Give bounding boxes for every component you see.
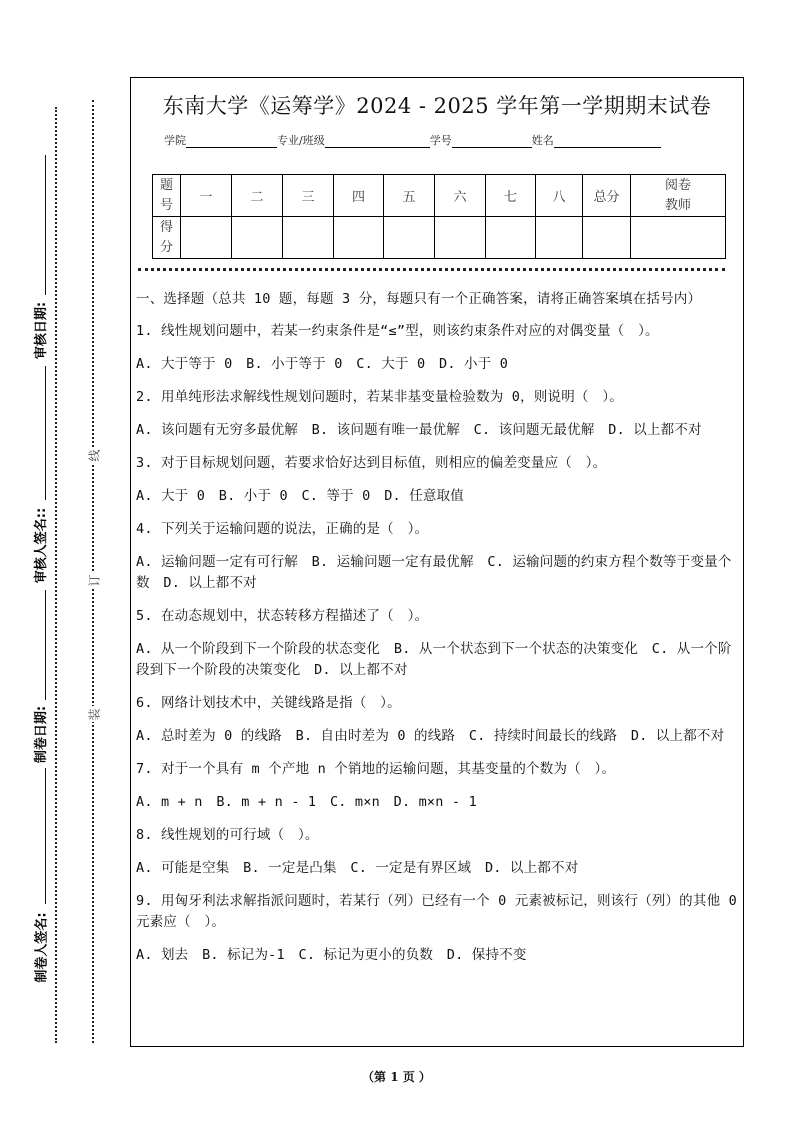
- score-row: [153, 217, 726, 259]
- setter-date-label: 制卷日期:: [34, 705, 50, 763]
- exam-title: 东南大学《运筹学》2024 - 2025 学年第一学期期末试卷: [162, 94, 712, 118]
- row-header-question-no: 题 号: [153, 175, 181, 217]
- signature-line: [45, 366, 46, 500]
- col-header-grader: 阅卷 教师: [631, 175, 726, 217]
- total-score-cell[interactable]: [583, 217, 631, 259]
- score-cell[interactable]: [334, 217, 384, 259]
- question-options: A. 运输问题一定有可行解 B. 运输问题一定有最优解 C. 运输问题的约束方程个数等于变量个数 D. 以上都不对: [136, 554, 732, 591]
- question-options: A. 划去 B. 标记为-1 C. 标记为更小的负数 D. 保持不变: [136, 947, 527, 963]
- question-options: A. 该问题有无穷多最优解 B. 该问题有唯一最优解 C. 该问题无最优解 D. 以上都不对: [136, 422, 702, 438]
- col-header: 五: [384, 175, 435, 217]
- question-options: A. 大于等于 0 B. 小于等于 0 C. 大于 0 D. 小于 0: [136, 356, 509, 372]
- col-header: 四: [334, 175, 384, 217]
- question-text: 5. 在动态规划中，状态转移方程描述了（ ）。: [136, 608, 429, 624]
- binding-dotted-line: [55, 107, 57, 1043]
- bind-char-staple: 订: [87, 573, 102, 587]
- bind-char-bind: 装: [87, 707, 102, 721]
- score-cell[interactable]: [384, 217, 435, 259]
- signature-line: [45, 155, 46, 295]
- student-info-row: [164, 132, 661, 148]
- row-header-score: 得 分: [153, 217, 181, 259]
- setter-signature-label: 制卷人签名:: [34, 911, 50, 983]
- student-id-label: 学号: [429, 134, 452, 147]
- major-class-field[interactable]: [325, 135, 430, 148]
- col-header: 二: [232, 175, 283, 217]
- page-number: （第 1 页 ）: [362, 1070, 431, 1084]
- question-options: A. 从一个阶段到下一个阶段的状态变化 B. 从一个状态到下一个状态的决策变化 C. 从一个阶段到下一个阶段的决策变化 D. 以上都不对: [136, 641, 732, 678]
- score-table: [152, 174, 726, 259]
- reviewer-signature-label: 审核人签名::: [34, 507, 50, 583]
- review-date-label: 审核日期:: [34, 301, 50, 359]
- question-text: 2. 用单纯形法求解线性规划问题时，若某非基变量检验数为 0，则说明（ ）。: [136, 389, 623, 405]
- question-options: A. m + n B. m + n - 1 C. m×n D. m×n - 1: [136, 794, 477, 810]
- col-header: 八: [536, 175, 583, 217]
- dotted-separator: [138, 268, 725, 271]
- question-number-row: [153, 175, 726, 217]
- exam-frame: [130, 77, 744, 1047]
- score-cell[interactable]: [536, 217, 583, 259]
- grader-cell[interactable]: [631, 217, 726, 259]
- signature-line: [45, 768, 46, 904]
- question-text: 4. 下列关于运输问题的说法，正确的是（ ）。: [136, 521, 429, 537]
- question-text: 3. 对于目标规划问题，若要求恰好达到目标值，则相应的偏差变量应（ ）。: [136, 455, 607, 471]
- question-text: 1. 线性规划问题中，若某一约束条件是“≤”型，则该约束条件对应的对偶变量（ ）。: [136, 323, 659, 339]
- major-class-label: 专业/班级: [277, 134, 325, 147]
- name-field[interactable]: [554, 135, 661, 148]
- question-text: 6. 网络计划技术中，关键线路是指（ ）。: [136, 695, 401, 711]
- college-label: 学院: [164, 134, 186, 147]
- question-text: 8. 线性规划的可行域（ ）。: [136, 827, 319, 843]
- col-header-total: 总分: [583, 175, 631, 217]
- section-heading: 一、选择题（总共 10 题，每题 3 分，每题只有一个正确答案，请将正确答案填在括号内）: [136, 291, 702, 307]
- question-text: 9. 用匈牙利法求解指派问题时，若某行（列）已经有一个 0 元素被标记，则该行（列）的其他 0 元素应（ ）。: [136, 893, 737, 930]
- bind-char-line: 线: [87, 448, 102, 462]
- student-id-field[interactable]: [452, 135, 532, 148]
- question-options: A. 可能是空集 B. 一定是凸集 C. 一定是有界区域 D. 以上都不对: [136, 860, 579, 876]
- question-text: 7. 对于一个具有 m 个产地 n 个销地的运输问题，其基变量的个数为（ ）。: [136, 761, 616, 777]
- col-header: 七: [486, 175, 536, 217]
- signature-line: [45, 590, 46, 700]
- score-cell[interactable]: [283, 217, 334, 259]
- multiple-choice-section: [136, 289, 739, 978]
- question-options: A. 总时差为 0 的线路 B. 自由时差为 0 的线路 C. 持续时间最长的线路 D. 以上都不对: [136, 728, 725, 744]
- score-cell[interactable]: [232, 217, 283, 259]
- college-field[interactable]: [186, 135, 277, 148]
- name-label: 姓名: [531, 134, 554, 147]
- col-header: 一: [181, 175, 232, 217]
- col-header: 六: [435, 175, 486, 217]
- col-header: 三: [283, 175, 334, 217]
- question-options: A. 大于 0 B. 小于 0 C. 等于 0 D. 任意取值: [136, 488, 464, 504]
- score-cell[interactable]: [181, 217, 232, 259]
- score-cell[interactable]: [435, 217, 486, 259]
- score-cell[interactable]: [486, 217, 536, 259]
